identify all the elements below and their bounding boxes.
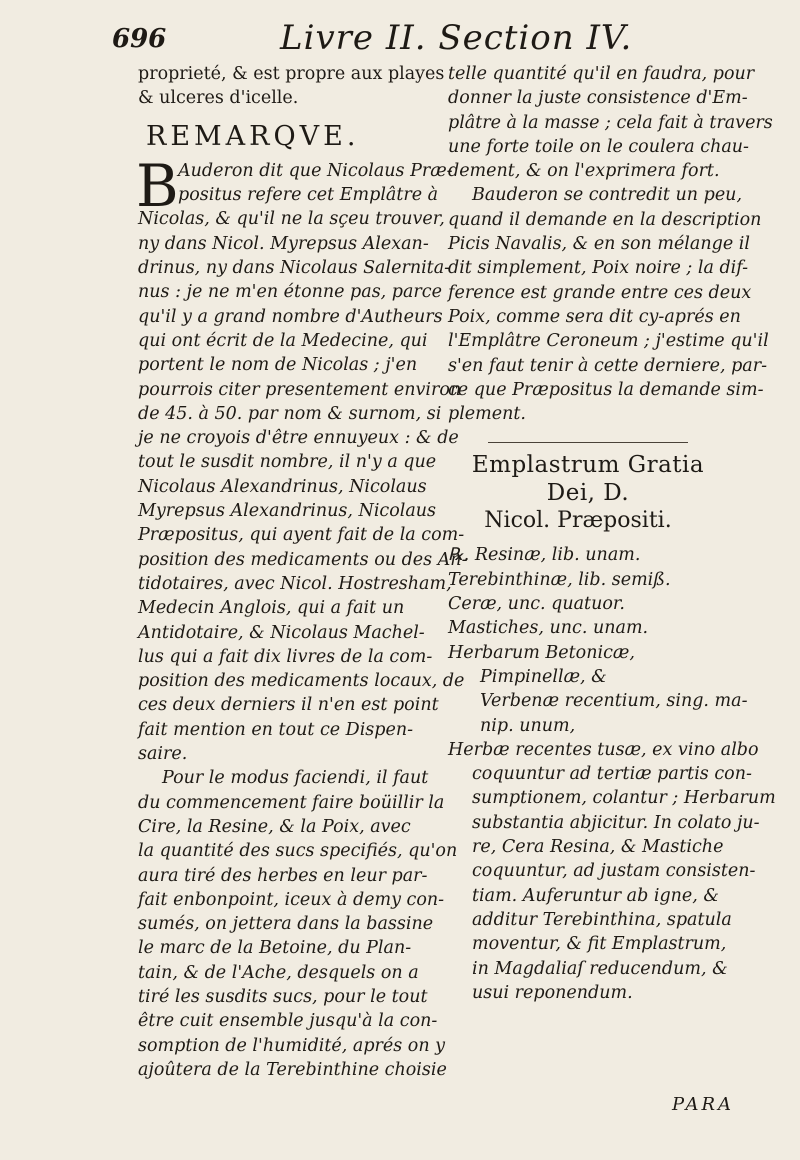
text-line: ny dans Nicol. Myrepsus Alexan- bbox=[138, 233, 429, 254]
catchword: PARA bbox=[672, 1094, 735, 1115]
procedure-line: usui reponendum. bbox=[472, 982, 633, 1003]
text-line: ces deux derniers il n'en est point bbox=[138, 695, 439, 716]
text-line: Myrepsus Alexandrinus, Nicolaus bbox=[138, 501, 437, 522]
text-line: qui ont écrit de la Medecine, qui bbox=[138, 330, 428, 351]
procedure-line: in Magdaliaſ reducendum, & bbox=[472, 958, 728, 979]
text-line: Auderon dit que Nicolaus Præ- bbox=[178, 160, 453, 181]
running-head bbox=[112, 18, 732, 66]
remarque-heading: REMARQVE. bbox=[146, 120, 360, 152]
text-line: fait enbonpoint, iceux à demy con- bbox=[138, 889, 445, 910]
text-line: donner la juste consistence d'Em- bbox=[448, 88, 748, 109]
text-line: Cire, la Resine, & la Poix, avec bbox=[138, 816, 411, 837]
modus-faciendi-paragraph bbox=[138, 791, 458, 1083]
recipe-title: Emplastrum Gratia Dei, D. bbox=[471, 452, 705, 507]
text-line: plement. bbox=[448, 404, 526, 425]
section-divider bbox=[488, 442, 688, 443]
text-line: je ne croyois d'être ennuyeux : & de bbox=[138, 428, 459, 449]
text-line: & ulceres d'icelle. bbox=[138, 88, 299, 109]
text-line: Medecin Anglois, qui a fait un bbox=[138, 598, 405, 619]
text-line: ference est grande entre ces deux bbox=[448, 282, 752, 303]
text-line: tout le susdit nombre, il n'y a que bbox=[138, 452, 437, 473]
text-line: sumés, on jettera dans la bassine bbox=[138, 914, 434, 935]
ingredient-line: Verbenæ recentium, sing. ma- bbox=[480, 691, 748, 712]
ingredient-line: Herbæ recentes tusæ, ex vino albo bbox=[448, 739, 759, 760]
text-line: l'Emplâtre Ceroneum ; j'estime qu'il bbox=[448, 331, 769, 352]
text-line: ce que Præpositus la demande sim- bbox=[448, 379, 764, 400]
text-line: aura tiré des herbes en leur par- bbox=[138, 865, 428, 886]
text-line: lus qui a fait dix livres de la com- bbox=[138, 646, 433, 667]
text-line: Præpositus, qui ayent fait de la com- bbox=[138, 525, 465, 546]
text-line: dit simplement, Poix noire ; la dif- bbox=[448, 258, 749, 279]
text-line: être cuit ensemble jusqu'à la con- bbox=[138, 1011, 438, 1032]
recipe-procedure bbox=[448, 762, 776, 1005]
text-line: tiré les susdits sucs, pour le tout bbox=[138, 986, 428, 1007]
text-line: drinus, ny dans Nicolaus Salernita- bbox=[138, 258, 451, 279]
text-line: Nicolas, & qu'il ne la sçeu trouver, bbox=[138, 209, 445, 230]
text-line: la quantité des sucs specifiés, qu'on bbox=[138, 841, 458, 862]
text-line: Poix, comme sera dit cy-aprés en bbox=[448, 306, 741, 327]
ingredient-line: nip. unum, bbox=[480, 715, 576, 736]
text-line: le marc de la Betoine, du Plan- bbox=[138, 938, 412, 959]
ingredient-line: Mastiches, unc. unam. bbox=[448, 618, 649, 639]
text-line: portent le nom de Nicolas ; j'en bbox=[138, 355, 418, 376]
text-line: ajoûtera de la Terebinthine choisie bbox=[138, 1059, 447, 1080]
text-line: tain, & de l'Ache, desquels on a bbox=[138, 962, 419, 983]
text-line: position des medicaments locaux, de bbox=[138, 671, 465, 692]
text-line: s'en faut tenir à cette derniere, par- bbox=[448, 355, 767, 376]
recipe-herbs bbox=[448, 665, 748, 738]
text-line: Nicolaus Alexandrinus, Nicolaus bbox=[138, 476, 427, 497]
ingredient-line: Terebinthinæ, lib. semiß. bbox=[448, 569, 671, 590]
procedure-line: sumptionem, colantur ; Herbarum bbox=[472, 788, 776, 809]
text-line: saire. bbox=[138, 744, 188, 765]
procedure-line: tiam. Auferuntur ab igne, & bbox=[472, 885, 719, 906]
text-line: dement, & on l'exprimera fort. bbox=[448, 161, 720, 182]
text-line: plâtre à la masse ; cela fait à travers bbox=[448, 112, 773, 133]
procedure-line: coquuntur, ad justam consisten- bbox=[472, 861, 756, 882]
remarque-paragraph bbox=[136, 151, 468, 766]
text-line: telle quantité qu'il en faudra, pour bbox=[448, 64, 755, 84]
text-line: une forte toile on le coulera chau- bbox=[448, 136, 749, 157]
procedure-line: re, Cera Resina, & Mastiche bbox=[472, 837, 724, 858]
text-line: du commencement faire boüillir la bbox=[138, 792, 445, 813]
right-column bbox=[448, 62, 776, 1005]
recipe-subtitle: Nicol. Præpositi. bbox=[484, 508, 672, 534]
bauderon-paragraph bbox=[448, 208, 769, 427]
paragraph-first-line: Pour le modus faciendi, il faut bbox=[162, 768, 429, 789]
recipe-ingredients bbox=[448, 543, 748, 664]
recipe-herbs-tail bbox=[448, 738, 759, 762]
paragraph-first-line: Bauderon se contredit un peu, bbox=[472, 185, 743, 206]
text-line: pourrois citer presentement environ bbox=[138, 379, 462, 400]
text-line: qu'il y a grand nombre d'Autheurs bbox=[138, 306, 443, 327]
text-line: Antidotaire, & Nicolaus Machel- bbox=[138, 622, 425, 643]
page-number: 696 bbox=[112, 24, 167, 54]
ingredient-line: Pimpinellæ, & bbox=[480, 666, 607, 687]
text-line: positus refere cet Emplâtre à bbox=[178, 185, 439, 206]
running-title: Livre II. Section IV. bbox=[280, 18, 633, 58]
drop-cap-letter: B bbox=[136, 151, 179, 220]
text-line: quand il demande en la description bbox=[448, 209, 762, 230]
text-line: Picis Navalis, & en son mélange il bbox=[448, 234, 750, 255]
procedure-line: substantia abjicitur. In colato ju- bbox=[472, 812, 760, 833]
text-line: somption de l'humidité, aprés on y bbox=[138, 1035, 446, 1056]
text-line: position des medicaments ou des An- bbox=[138, 549, 468, 570]
remarque-body bbox=[138, 207, 468, 766]
procedure-line: additur Terebinthina, spatula bbox=[472, 909, 732, 930]
text-line: fait mention en tout ce Dispen- bbox=[138, 719, 414, 740]
text-line: tidotaires, avec Nicol. Hostresham, bbox=[138, 573, 452, 594]
procedure-line: coquuntur ad tertiæ partis con- bbox=[472, 764, 752, 785]
ingredient-line: Ceræ, unc. quatuor. bbox=[448, 594, 625, 615]
left-column bbox=[136, 62, 468, 1082]
procedure-line: moventur, & fit Emplastrum, bbox=[472, 934, 727, 955]
ingredient-line: ℞. Resinæ, lib. unam. bbox=[448, 545, 641, 566]
text-line: nus : je ne m'en étonne pas, parce bbox=[138, 282, 442, 303]
continued-paragraph bbox=[448, 62, 773, 183]
text-line: de 45. à 50. par nom & surnom, si bbox=[138, 403, 442, 424]
ingredient-line: Herbarum Betonicæ, bbox=[448, 642, 635, 663]
text-line: proprieté, & est propre aux playes bbox=[138, 64, 445, 84]
